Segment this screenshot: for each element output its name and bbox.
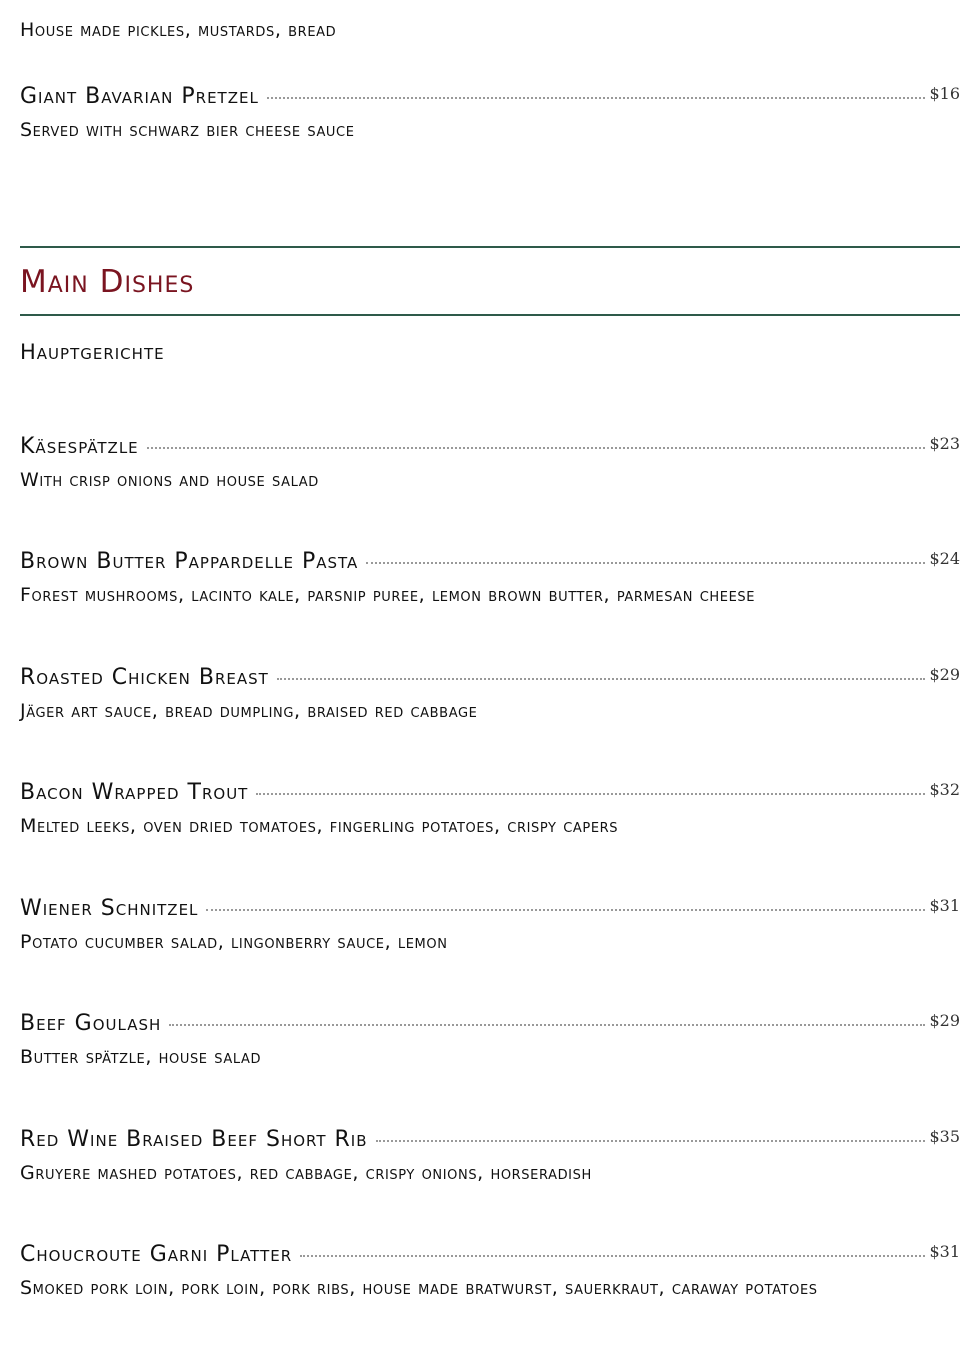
item-price: $31 — [929, 1242, 960, 1261]
dot-leader — [277, 678, 926, 680]
item-description: House made pickles, mustards, bread — [20, 19, 337, 41]
dot-leader — [267, 97, 926, 99]
item-description: Potato cucumber salad, lingonberry sauce, lemon — [20, 931, 448, 953]
item-description: With crisp onions and house salad — [20, 469, 319, 491]
dot-leader — [169, 1024, 925, 1026]
item-name: Brown Butter Pappardelle Pasta — [20, 549, 359, 574]
item-price: $16 — [929, 84, 960, 103]
item-name: Käsespätzle — [20, 434, 139, 459]
section-divider-bottom — [20, 314, 960, 316]
dot-leader — [206, 909, 925, 911]
item-description: Butter spätzle, house salad — [20, 1046, 262, 1068]
dot-leader — [147, 447, 926, 449]
menu-item — [20, 896, 960, 954]
section-divider-top — [20, 246, 960, 248]
item-price: $23 — [929, 434, 960, 453]
section-subtitle: Hauptgerichte — [20, 340, 165, 364]
item-name: Roasted Chicken Breast — [20, 665, 269, 690]
item-description: Gruyere mashed potatoes, red cabbage, crispy onions, horseradish — [20, 1162, 592, 1184]
dot-leader — [376, 1140, 926, 1142]
item-description: Melted leeks, oven dried tomatoes, fingerling potatoes, crispy capers — [20, 815, 619, 837]
menu-item-pretzel — [20, 84, 960, 142]
item-price: $29 — [929, 665, 960, 684]
item-description: Smoked pork loin, pork loin, pork ribs, house made bratwurst, sauerkraut, caraway potatoes — [20, 1277, 818, 1299]
item-description: Served with schwarz bier cheese sauce — [20, 119, 355, 141]
item-price: $24 — [929, 549, 960, 568]
item-price: $35 — [929, 1127, 960, 1146]
menu-item — [20, 1011, 960, 1069]
item-name: Red Wine Braised Beef Short Rib — [20, 1127, 368, 1152]
item-price: $32 — [929, 780, 960, 799]
dot-leader — [366, 562, 925, 564]
dot-leader — [300, 1255, 925, 1257]
menu-item — [20, 1242, 960, 1300]
menu-item — [20, 665, 960, 723]
item-description: Jäger art sauce, bread dumpling, braised red cabbage — [20, 700, 478, 722]
intro-item — [20, 9, 960, 42]
dot-leader — [256, 793, 925, 795]
menu-item — [20, 549, 960, 607]
item-name: Wiener Schnitzel — [20, 896, 199, 921]
item-name: Choucroute Garni Platter — [20, 1242, 293, 1267]
item-name: Beef Goulash — [20, 1011, 162, 1036]
menu-item — [20, 434, 960, 492]
item-price: $31 — [929, 896, 960, 915]
section-title: Main Dishes — [20, 264, 195, 300]
menu-item — [20, 780, 960, 838]
item-name: Bacon Wrapped Trout — [20, 780, 249, 805]
item-name: Giant Bavarian Pretzel — [20, 84, 259, 109]
item-price: $29 — [929, 1011, 960, 1030]
menu-item — [20, 1127, 960, 1185]
item-description: Forest mushrooms, lacinto kale, parsnip puree, lemon brown butter, parmesan cheese — [20, 584, 756, 606]
